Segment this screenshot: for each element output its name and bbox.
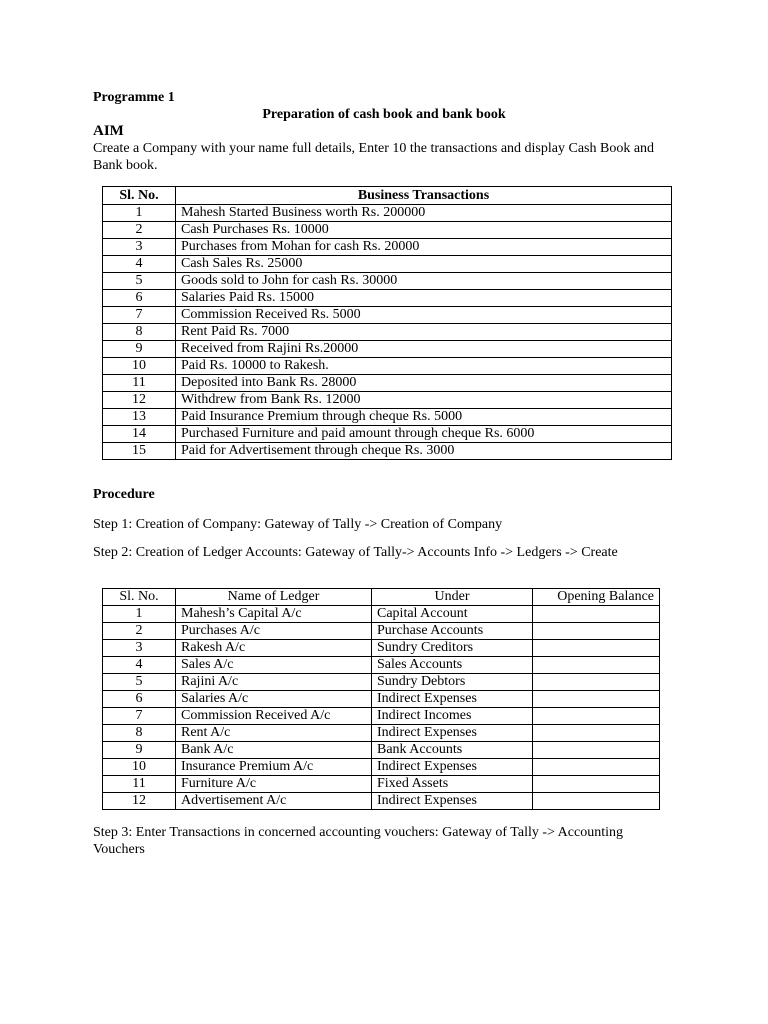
ledger-sl-no: 12 [103, 793, 176, 810]
transaction-description: Paid Insurance Premium through cheque Rs. 5000 [176, 409, 672, 426]
ledger-opening-balance [533, 623, 660, 640]
header-sl-no: Sl. No. [103, 589, 176, 606]
table-row [103, 691, 660, 708]
table-row [103, 426, 672, 443]
transaction-description: Paid for Advertisement through cheque Rs. 3000 [176, 443, 672, 460]
transaction-sl-no: 12 [103, 392, 176, 409]
transactions-table [102, 186, 672, 460]
ledger-sl-no: 7 [103, 708, 176, 725]
ledger-name: Rent A/c [176, 725, 372, 742]
table-row [103, 324, 672, 341]
step-3-text: Step 3: Enter Transactions in concerned accounting vouchers: Gateway of Tally -> Accounting Vouchers [93, 825, 623, 857]
aim-text: Create a Company with your name full details, Enter 10 the transactions and display Cash Book and Bank book. [93, 141, 655, 173]
table-row [103, 657, 660, 674]
table-row [103, 776, 660, 793]
ledger-under: Indirect Expenses [372, 691, 533, 708]
ledger-sl-no: 9 [103, 742, 176, 759]
ledger-sl-no: 4 [103, 657, 176, 674]
ledger-opening-balance [533, 606, 660, 623]
transaction-description: Cash Purchases Rs. 10000 [176, 222, 672, 239]
transaction-sl-no: 11 [103, 375, 176, 392]
ledger-name: Mahesh’s Capital A/c [176, 606, 372, 623]
table-row [103, 290, 672, 307]
transaction-description: Mahesh Started Business worth Rs. 200000 [176, 205, 672, 222]
table-row [103, 256, 672, 273]
transaction-sl-no: 15 [103, 443, 176, 460]
table-row [103, 409, 672, 426]
table-row [103, 708, 660, 725]
table-row [103, 606, 660, 623]
ledger-opening-balance [533, 708, 660, 725]
ledger-under: Sundry Creditors [372, 640, 533, 657]
ledger-opening-balance [533, 776, 660, 793]
ledger-name: Rajini A/c [176, 674, 372, 691]
ledger-sl-no: 3 [103, 640, 176, 657]
transaction-sl-no: 9 [103, 341, 176, 358]
transaction-description: Commission Received Rs. 5000 [176, 307, 672, 324]
ledger-name: Insurance Premium A/c [176, 759, 372, 776]
ledger-header-row [103, 589, 660, 606]
table-row [103, 725, 660, 742]
transaction-description: Paid Rs. 10000 to Rakesh. [176, 358, 672, 375]
transaction-description: Deposited into Bank Rs. 28000 [176, 375, 672, 392]
ledger-under: Bank Accounts [372, 742, 533, 759]
programme-heading: Programme 1 [93, 90, 175, 105]
table-row [103, 307, 672, 324]
table-row [103, 759, 660, 776]
ledger-name: Purchases A/c [176, 623, 372, 640]
transaction-sl-no: 7 [103, 307, 176, 324]
transaction-sl-no: 5 [103, 273, 176, 290]
ledger-under: Sales Accounts [372, 657, 533, 674]
ledger-name: Salaries A/c [176, 691, 372, 708]
ledger-opening-balance [533, 759, 660, 776]
header-ledger-name: Name of Ledger [176, 589, 372, 606]
table-row [103, 358, 672, 375]
ledger-sl-no: 2 [103, 623, 176, 640]
ledger-name: Bank A/c [176, 742, 372, 759]
step-1-text: Step 1: Creation of Company: Gateway of Tally -> Creation of Company [93, 517, 503, 532]
table-row [103, 674, 660, 691]
ledger-under: Indirect Expenses [372, 725, 533, 742]
ledger-sl-no: 5 [103, 674, 176, 691]
table-row [103, 623, 660, 640]
ledger-opening-balance [533, 640, 660, 657]
transaction-sl-no: 6 [103, 290, 176, 307]
transaction-sl-no: 10 [103, 358, 176, 375]
ledger-opening-balance [533, 674, 660, 691]
ledger-under: Capital Account [372, 606, 533, 623]
table-row [103, 341, 672, 358]
table-row [103, 205, 672, 222]
table-row [103, 239, 672, 256]
transactions-body [103, 205, 672, 460]
table-row [103, 742, 660, 759]
header-under: Under [372, 589, 533, 606]
ledger-name: Commission Received A/c [176, 708, 372, 725]
transaction-sl-no: 3 [103, 239, 176, 256]
document-title: Preparation of cash book and bank book [262, 107, 506, 122]
transaction-description: Purchases from Mohan for cash Rs. 20000 [176, 239, 672, 256]
ledger-opening-balance [533, 691, 660, 708]
ledger-under: Fixed Assets [372, 776, 533, 793]
aim-label: AIM [93, 123, 124, 139]
ledger-under: Indirect Expenses [372, 793, 533, 810]
step-2-text: Step 2: Creation of Ledger Accounts: Gateway of Tally-> Accounts Info -> Ledgers -> Create [93, 545, 618, 560]
transaction-sl-no: 8 [103, 324, 176, 341]
ledger-sl-no: 11 [103, 776, 176, 793]
header-opening-balance: Opening Balance [533, 589, 660, 606]
procedure-label: Procedure [93, 487, 155, 502]
table-row [103, 273, 672, 290]
transaction-description: Purchased Furniture and paid amount through cheque Rs. 6000 [176, 426, 672, 443]
ledger-sl-no: 6 [103, 691, 176, 708]
table-row [103, 222, 672, 239]
ledger-body [103, 606, 660, 810]
transaction-description: Received from Rajini Rs.20000 [176, 341, 672, 358]
ledger-table [102, 588, 660, 810]
transaction-description: Salaries Paid Rs. 15000 [176, 290, 672, 307]
ledger-under: Indirect Incomes [372, 708, 533, 725]
ledger-name: Advertisement A/c [176, 793, 372, 810]
ledger-under: Indirect Expenses [372, 759, 533, 776]
transactions-header-row [103, 187, 672, 205]
header-business-transactions: Business Transactions [176, 187, 672, 205]
ledger-sl-no: 1 [103, 606, 176, 623]
table-row [103, 392, 672, 409]
table-row [103, 375, 672, 392]
transaction-sl-no: 13 [103, 409, 176, 426]
ledger-name: Rakesh A/c [176, 640, 372, 657]
table-row [103, 443, 672, 460]
ledger-sl-no: 10 [103, 759, 176, 776]
ledger-opening-balance [533, 657, 660, 674]
table-row [103, 793, 660, 810]
transaction-description: Rent Paid Rs. 7000 [176, 324, 672, 341]
transaction-sl-no: 1 [103, 205, 176, 222]
transaction-description: Withdrew from Bank Rs. 12000 [176, 392, 672, 409]
ledger-opening-balance [533, 725, 660, 742]
ledger-name: Furniture A/c [176, 776, 372, 793]
table-row [103, 640, 660, 657]
ledger-sl-no: 8 [103, 725, 176, 742]
ledger-opening-balance [533, 793, 660, 810]
ledger-under: Purchase Accounts [372, 623, 533, 640]
transaction-sl-no: 4 [103, 256, 176, 273]
ledger-name: Sales A/c [176, 657, 372, 674]
transaction-sl-no: 2 [103, 222, 176, 239]
ledger-under: Sundry Debtors [372, 674, 533, 691]
ledger-opening-balance [533, 742, 660, 759]
header-sl-no: Sl. No. [103, 187, 176, 205]
transaction-sl-no: 14 [103, 426, 176, 443]
transaction-description: Cash Sales Rs. 25000 [176, 256, 672, 273]
transaction-description: Goods sold to John for cash Rs. 30000 [176, 273, 672, 290]
